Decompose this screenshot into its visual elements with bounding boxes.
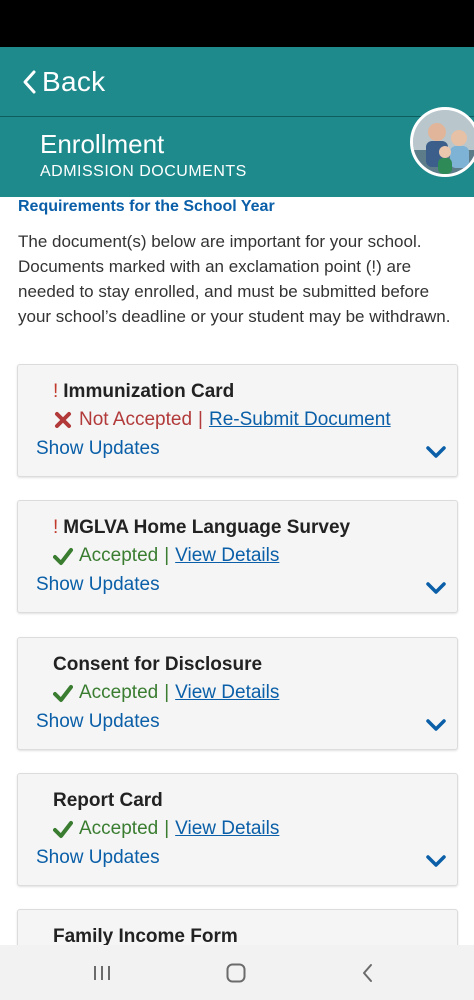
header-divider — [0, 116, 474, 117]
back-button[interactable] — [0, 47, 474, 117]
document-title — [53, 790, 163, 812]
main-content — [0, 197, 474, 945]
home-button[interactable] — [216, 957, 256, 989]
separator: | — [198, 409, 203, 430]
document-title — [53, 381, 234, 403]
chevron-down-icon[interactable] — [425, 445, 447, 459]
separator: | — [164, 818, 170, 839]
chevron-left-icon — [20, 68, 38, 96]
document-card-report-card — [17, 773, 458, 886]
chevron-down-icon[interactable] — [425, 854, 447, 868]
title-block — [40, 129, 247, 183]
check-icon — [53, 683, 73, 703]
separator: | — [164, 682, 170, 703]
app-header — [0, 47, 474, 197]
chevron-down-icon[interactable] — [425, 581, 447, 595]
show-updates-link[interactable]: Show Updates — [36, 711, 160, 732]
recent-apps-icon — [91, 963, 113, 983]
document-card-family-income — [17, 909, 458, 945]
avatar[interactable] — [410, 107, 474, 177]
system-nav-bar — [0, 945, 474, 1000]
document-title — [53, 926, 238, 945]
document-card-consent-disclosure — [17, 637, 458, 750]
chevron-down-icon[interactable] — [425, 718, 447, 732]
status-text: Accepted — [79, 818, 159, 839]
status-line — [53, 409, 391, 431]
back-nav-icon — [360, 962, 376, 984]
show-updates-link[interactable]: Show Updates — [36, 574, 160, 595]
document-title — [53, 517, 350, 539]
status-bar — [0, 0, 474, 47]
view-details-link[interactable]: View Details — [175, 545, 280, 566]
page-subtitle: ADMISSION DOCUMENTS — [40, 163, 247, 180]
document-card-immunization — [17, 364, 458, 477]
resubmit-document-link[interactable]: Re-Submit Document — [208, 409, 391, 430]
status-text: Not Accepted — [79, 409, 193, 430]
page-title: Enrollment — [40, 129, 165, 159]
separator: | — [164, 545, 170, 566]
back-nav-button[interactable] — [348, 957, 388, 989]
status-text: Accepted — [79, 545, 159, 566]
check-icon — [53, 546, 73, 566]
document-title-text: Report Card — [53, 790, 163, 811]
requirements-intro: The document(s) below are important for your school. Documents marked with an exclamation point (!) are needed to stay enrolled, and must be submitted before your school’s deadline or your student may be withdrawn. — [18, 232, 451, 326]
required-flag: ! — [53, 517, 59, 538]
document-title-text: Family Income Form — [53, 926, 238, 945]
recent-apps-button[interactable] — [82, 957, 122, 989]
x-icon — [53, 410, 73, 430]
status-line — [53, 682, 279, 704]
status-text: Accepted — [79, 682, 159, 703]
required-flag: ! — [53, 381, 59, 402]
status-line — [53, 818, 279, 840]
view-details-link[interactable]: View Details — [175, 818, 280, 839]
back-label: Back — [42, 66, 106, 97]
home-icon — [225, 962, 247, 984]
document-title-text: MGLVA Home Language Survey — [63, 517, 351, 538]
document-title-text: Consent for Disclosure — [53, 654, 263, 675]
requirements-heading: Requirements for the School Year — [18, 198, 275, 215]
document-card-language-survey — [17, 500, 458, 613]
document-title-text: Immunization Card — [63, 381, 235, 402]
document-title — [53, 654, 262, 676]
status-line — [53, 545, 279, 567]
family-photo-icon — [413, 110, 474, 177]
show-updates-link[interactable]: Show Updates — [36, 847, 160, 868]
check-icon — [53, 819, 73, 839]
show-updates-link[interactable]: Show Updates — [36, 438, 160, 459]
view-details-link[interactable]: View Details — [175, 682, 280, 703]
